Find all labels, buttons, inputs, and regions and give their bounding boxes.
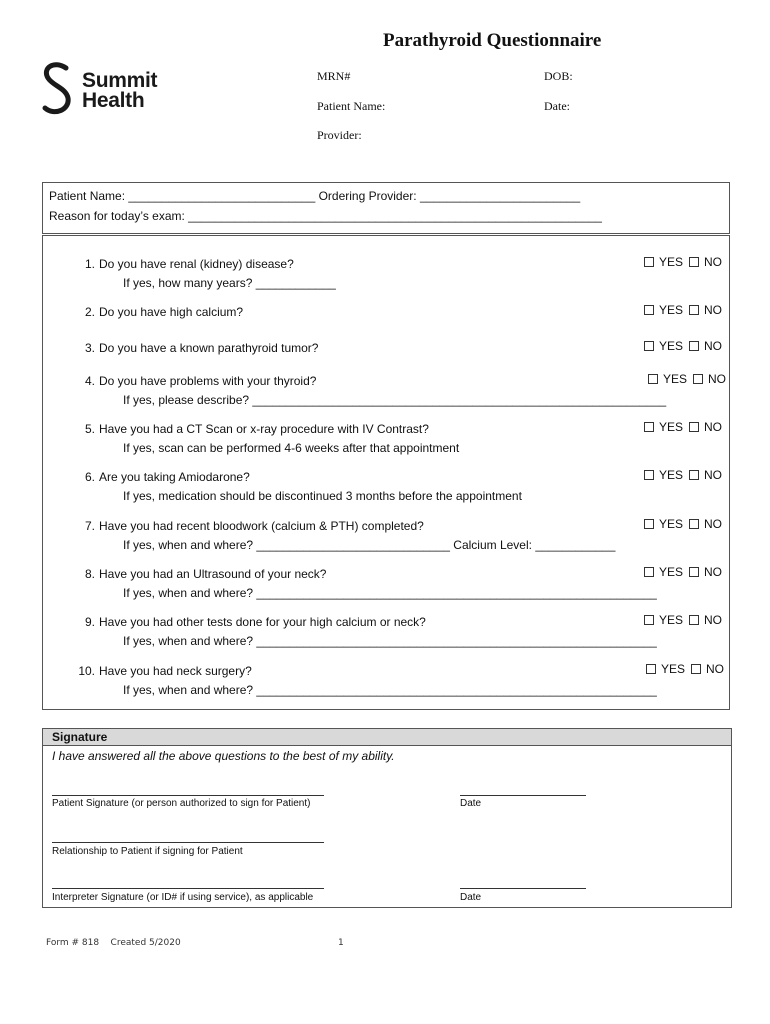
signature-box <box>42 728 732 908</box>
yes-label: YES <box>659 565 684 579</box>
no-checkbox[interactable] <box>689 470 699 480</box>
question-followup[interactable]: If yes, when and where? ____________________________________________________________ <box>123 683 657 697</box>
yes-no-options <box>644 468 722 482</box>
yes-label: YES <box>659 339 684 353</box>
form-number: Form # 818 Created 5/2020 <box>46 938 181 948</box>
mrn-label: MRN# <box>317 69 351 83</box>
yes-no-options <box>646 662 724 676</box>
question-item <box>71 255 336 293</box>
yes-checkbox[interactable] <box>644 615 654 625</box>
question-followup[interactable]: If yes, medication should be discontinued 3 months before the appointment <box>123 489 522 503</box>
yes-label: YES <box>659 303 684 317</box>
no-checkbox[interactable] <box>689 257 699 267</box>
relationship-line[interactable] <box>52 842 324 843</box>
date-line-1[interactable] <box>460 795 586 796</box>
yes-no-options <box>644 420 722 434</box>
question-number: 4. <box>84 374 95 388</box>
question-text: Have you had an Ultrasound of your neck? <box>99 567 327 581</box>
question-text: Do you have renal (kidney) disease? <box>99 257 294 271</box>
question-item <box>71 613 657 651</box>
question-followup[interactable]: If yes, please describe? ______________________________________________________________ <box>123 393 667 407</box>
question-text: Do you have high calcium? <box>99 305 244 319</box>
question-number: 8. <box>84 567 95 581</box>
provider-label: Provider: <box>317 128 362 142</box>
yes-checkbox[interactable] <box>644 305 654 315</box>
question-followup[interactable]: If yes, how many years? ____________ <box>123 276 336 290</box>
date-label: Date: <box>544 99 570 113</box>
question-item <box>71 468 522 506</box>
question-followup[interactable]: If yes, when and where? ____________________________________________________________ <box>123 586 657 600</box>
no-label: NO <box>704 565 723 579</box>
no-checkbox[interactable] <box>689 422 699 432</box>
yes-checkbox[interactable] <box>644 257 654 267</box>
no-label: NO <box>704 339 723 353</box>
yes-label: YES <box>661 662 686 676</box>
yes-label: YES <box>663 372 688 386</box>
no-checkbox[interactable] <box>689 519 699 529</box>
question-item <box>71 517 615 555</box>
date-line-2[interactable] <box>460 888 586 889</box>
yes-label: YES <box>659 468 684 482</box>
yes-no-options <box>644 613 722 627</box>
question-followup[interactable]: If yes, scan can be performed 4-6 weeks after that appointment <box>123 441 460 455</box>
yes-checkbox[interactable] <box>644 567 654 577</box>
patient-name-label: Patient Name: <box>317 99 386 113</box>
question-number: 6. <box>84 470 95 484</box>
question-item <box>71 303 243 322</box>
question-text: Do you have a known parathyroid tumor? <box>99 341 319 355</box>
interpreter-signature-label: Interpreter Signature (or ID# if using service), as applicable <box>52 892 314 903</box>
no-label: NO <box>704 468 723 482</box>
no-checkbox[interactable] <box>689 341 699 351</box>
yes-no-options <box>644 303 722 317</box>
logo-line-2: Health <box>82 89 145 112</box>
reason-for-exam-line[interactable]: Reason for today’s exam: ______________________________________________________________ <box>49 209 602 223</box>
question-text: Have you had neck surgery? <box>99 664 252 678</box>
question-text: Are you taking Amiodarone? <box>99 470 250 484</box>
questions-box <box>42 235 730 710</box>
yes-no-options <box>648 372 726 386</box>
yes-no-options <box>644 339 722 353</box>
yes-checkbox[interactable] <box>644 470 654 480</box>
question-item <box>71 420 459 458</box>
dob-label: DOB: <box>544 69 573 83</box>
question-number: 2. <box>84 305 95 319</box>
patient-signature-label: Patient Signature (or person authorized to sign for Patient) <box>52 798 311 809</box>
no-checkbox[interactable] <box>691 664 701 674</box>
form-title: Parathyroid Questionnaire <box>383 30 602 51</box>
date-label-1: Date <box>460 798 482 809</box>
question-item <box>71 565 657 603</box>
no-label: NO <box>704 420 723 434</box>
question-text: Do you have problems with your thyroid? <box>99 374 317 388</box>
no-label: NO <box>704 613 723 627</box>
signature-header: Signature <box>43 729 731 746</box>
patient-info-box <box>42 182 730 234</box>
question-number: 10. <box>78 664 95 678</box>
yes-checkbox[interactable] <box>648 374 658 384</box>
yes-checkbox[interactable] <box>644 519 654 529</box>
no-label: NO <box>708 372 727 386</box>
question-text: Have you had a CT Scan or x-ray procedure with IV Contrast? <box>99 422 429 436</box>
relationship-label: Relationship to Patient if signing for Patient <box>52 846 243 857</box>
question-followup[interactable]: If yes, when and where? _____________________________ Calcium Level: ____________ <box>123 538 616 552</box>
date-label-2: Date <box>460 892 482 903</box>
no-label: NO <box>704 255 723 269</box>
yes-label: YES <box>659 420 684 434</box>
signature-statement: I have answered all the above questions to the best of my ability. <box>52 749 395 763</box>
yes-checkbox[interactable] <box>644 341 654 351</box>
no-checkbox[interactable] <box>689 567 699 577</box>
question-item <box>71 372 666 410</box>
logo-line-1: Summit <box>82 69 158 92</box>
no-label: NO <box>704 517 723 531</box>
yes-label: YES <box>659 613 684 627</box>
yes-checkbox[interactable] <box>644 422 654 432</box>
question-number: 1. <box>84 257 95 271</box>
interpreter-signature-line[interactable] <box>52 888 324 889</box>
summit-s-logo-icon <box>40 62 74 116</box>
question-number: 3. <box>84 341 95 355</box>
yes-no-options <box>644 565 722 579</box>
patient-provider-line[interactable]: Patient Name: ____________________________ Ordering Provider: ________________________ <box>49 189 581 203</box>
question-number: 9. <box>84 615 95 629</box>
yes-no-options <box>644 255 722 269</box>
no-label: NO <box>706 662 725 676</box>
no-checkbox[interactable] <box>689 615 699 625</box>
question-number: 7. <box>84 519 95 533</box>
summit-health-logo <box>40 62 170 116</box>
patient-signature-line[interactable] <box>52 795 324 796</box>
question-text: Have you had recent bloodwork (calcium & PTH) completed? <box>99 519 424 533</box>
no-checkbox[interactable] <box>693 374 703 384</box>
yes-label: YES <box>659 517 684 531</box>
question-text: Have you had other tests done for your high calcium or neck? <box>99 615 426 629</box>
page-number: 1 <box>338 938 344 948</box>
question-number: 5. <box>84 422 95 436</box>
yes-no-options <box>644 517 722 531</box>
question-item <box>71 662 657 700</box>
no-checkbox[interactable] <box>689 305 699 315</box>
question-item <box>71 339 318 358</box>
yes-label: YES <box>659 255 684 269</box>
yes-checkbox[interactable] <box>646 664 656 674</box>
no-label: NO <box>704 303 723 317</box>
question-followup[interactable]: If yes, when and where? ____________________________________________________________ <box>123 634 657 648</box>
